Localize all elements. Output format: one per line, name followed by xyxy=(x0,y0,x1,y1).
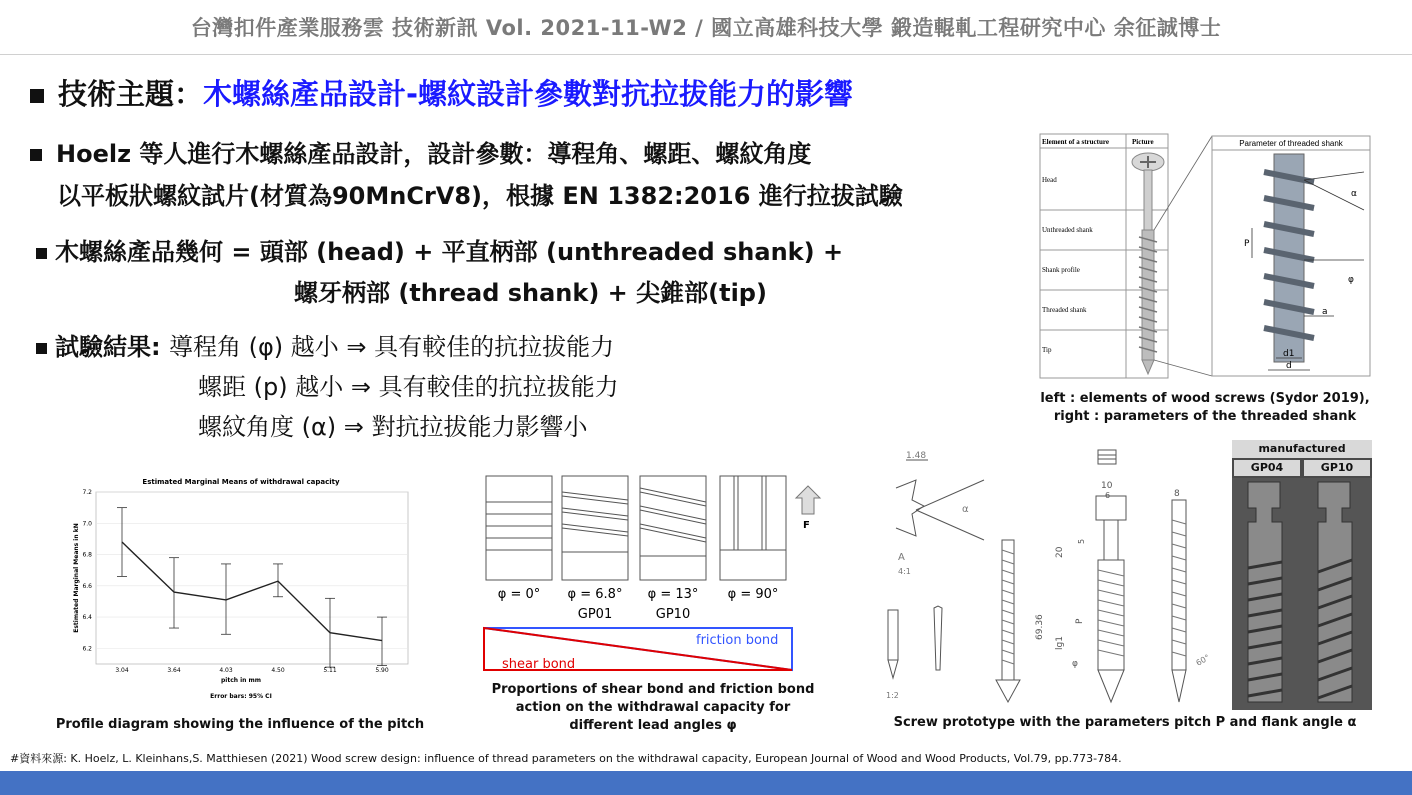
dim-4-1: 4:1 xyxy=(898,567,911,576)
pitch-chart xyxy=(66,470,416,702)
lead-angle-diagram xyxy=(480,466,830,676)
intro-line-1: Hoelz 等人進行木螺絲產品設計，設計參數：導程角、螺距、螺紋角度 xyxy=(30,134,811,169)
square-bullet-icon xyxy=(30,89,44,103)
row-tip: Tip xyxy=(1042,346,1052,354)
prototype-drawing xyxy=(876,440,1226,710)
photo-gp10-label: GP10 xyxy=(1304,460,1370,476)
dim-5: 5 xyxy=(1077,538,1086,544)
chart-xtick-label: 4.03 xyxy=(219,667,233,674)
source-citation: #資料來源: K. Hoelz, L. Kleinhans,S. Matthiesen (2021) Wood screw design: influence of thread parameters on the withdrawal capacity, European Journal of Wood and Wood Products, Vol.79, pp.773-784. xyxy=(10,752,1122,765)
specimen-90-icon xyxy=(720,476,786,580)
dim-phi: φ xyxy=(1072,659,1078,669)
shear-label: shear bond xyxy=(502,657,576,672)
chart-xlabel: pitch in mm xyxy=(220,677,262,684)
dim-8: 8 xyxy=(1174,489,1180,499)
footer-bar xyxy=(0,771,1412,795)
prototype-drawing-svg xyxy=(876,440,1226,710)
pitch-chart-svg xyxy=(66,470,416,702)
label-phi: φ xyxy=(1348,275,1354,285)
dim-20: 20 xyxy=(1055,546,1065,558)
angle-label-2: φ = 13° xyxy=(647,587,699,602)
dim-60: 60° xyxy=(1194,652,1212,668)
row-threaded: Threaded shank xyxy=(1042,306,1087,314)
manufactured-label: manufactured xyxy=(1232,440,1372,458)
gp-label-01: GP01 xyxy=(577,607,613,622)
page-header xyxy=(0,0,1412,55)
chart-caption: Profile diagram showing the influence of the pitch xyxy=(55,717,425,732)
chart-ytick-label: 6.8 xyxy=(82,551,92,559)
label-alpha: α xyxy=(1351,189,1357,199)
angle-label-3: φ = 90° xyxy=(727,587,779,602)
screw-blanks-photo-icon xyxy=(1232,478,1372,710)
geometry-line-2: 螺牙柄部 (thread shank) + 尖錐部(tip) xyxy=(294,279,767,307)
label-a: a xyxy=(1322,307,1328,317)
lead-angle-figure xyxy=(480,466,830,676)
topic-text: 木螺絲產品設計-螺紋設計參數對抗拉拔能力的影響 xyxy=(203,77,854,111)
chart-xtick-label: 5.90 xyxy=(375,667,389,674)
screw-elements-diagram xyxy=(1038,132,1374,380)
geometry-line-1: 木螺絲產品幾何 = 頭部 (head) + 平直柄部 (unthreaded shank) + xyxy=(36,232,843,267)
screw-figure-caption: left : elements of wood screws (Sydor 2019), right : parameters of the threaded shank xyxy=(1040,391,1370,424)
force-arrow-icon xyxy=(796,486,820,531)
gp-label-10: GP10 xyxy=(655,607,691,622)
param-title: Parameter of threaded shank xyxy=(1239,139,1343,148)
lead-figure-caption: Proportions of shear bond and friction bond action on the withdrawal capacity for different lead angles φ xyxy=(491,682,815,733)
results-line-3: 螺紋角度 (α) ⇒ 對抗拉拔能力影響小 xyxy=(198,413,588,441)
table-header-picture: Picture xyxy=(1132,138,1154,146)
chart-ytick-label: 6.2 xyxy=(82,645,92,653)
manufactured-photo xyxy=(1232,440,1372,710)
dim-10: 10 xyxy=(1101,481,1113,491)
intro-line-2: 以平板狀螺紋試片(材質為90MnCrV8)，根據 EN 1382:2016 進行拉拔試驗 xyxy=(57,182,903,210)
friction-label: friction bond xyxy=(696,633,779,648)
chart-xtick-label: 3.04 xyxy=(115,667,129,674)
row-head: Head xyxy=(1042,176,1057,184)
specimen-6-8-icon xyxy=(562,476,628,580)
square-bullet-icon xyxy=(30,149,42,161)
photo-gp04-label: GP04 xyxy=(1234,460,1300,476)
specimen-0-icon xyxy=(486,476,552,580)
dim-p: P xyxy=(1075,618,1085,624)
chart-note: Error bars: 95% CI xyxy=(210,693,272,700)
row-profile: Shank profile xyxy=(1042,266,1080,274)
square-bullet-icon xyxy=(36,343,47,354)
header-title: 台灣扣件產業服務雲 技術新訊 Vol. 2021-11-W2 / 國立高雄科技大學 鍛造輥軋工程研究中心 余征誠博士 xyxy=(190,16,1222,40)
chart-ytick-label: 6.6 xyxy=(82,582,92,590)
screw-elements-figure xyxy=(1038,132,1374,380)
chart-xtick-label: 5.11 xyxy=(323,667,337,674)
dim-alpha: α xyxy=(962,504,969,515)
prototype-caption: Screw prototype with the parameters pitch P and flank angle α xyxy=(893,715,1357,730)
chart-ytick-label: 6.4 xyxy=(82,614,92,622)
label-d: d xyxy=(1286,361,1292,371)
label-d1: d1 xyxy=(1283,349,1295,359)
chart-ytick-label: 7.2 xyxy=(82,489,92,496)
topic-heading xyxy=(30,72,853,113)
dim-1-2: 1:2 xyxy=(886,691,899,700)
square-bullet-icon xyxy=(36,248,47,259)
dim-1-48: 1.48 xyxy=(906,451,927,461)
label-p: P xyxy=(1244,239,1250,249)
dim-a: A xyxy=(898,552,905,563)
chart-xtick-label: 4.50 xyxy=(271,667,285,674)
dim-lg1: lg1 xyxy=(1055,636,1065,650)
chart-ylabel: Estimated Marginal Means in kN xyxy=(73,523,80,633)
angle-label-1: φ = 6.8° xyxy=(567,587,623,602)
chart-title: Estimated Marginal Means of withdrawal capacity xyxy=(142,478,340,486)
specimen-13-icon xyxy=(640,476,706,580)
table-header-element: Element of a structure xyxy=(1042,138,1109,146)
results-line-1: 試驗結果: 導程角 (φ) 越小 ⇒ 具有較佳的抗拉拔能力 xyxy=(36,327,614,362)
svg-text:F: F xyxy=(803,520,810,531)
dim-69-36: 69.36 xyxy=(1035,614,1045,640)
angle-label-0: φ = 0° xyxy=(497,587,541,602)
row-unthreaded: Unthreaded shank xyxy=(1042,226,1093,234)
results-line-2: 螺距 (p) 越小 ⇒ 具有較佳的抗拉拔能力 xyxy=(198,373,619,401)
chart-ytick-label: 7.0 xyxy=(82,520,92,528)
dim-6: 6 xyxy=(1105,491,1111,500)
chart-xtick-label: 3.64 xyxy=(167,667,181,674)
topic-label: 技術主題： xyxy=(58,77,204,111)
